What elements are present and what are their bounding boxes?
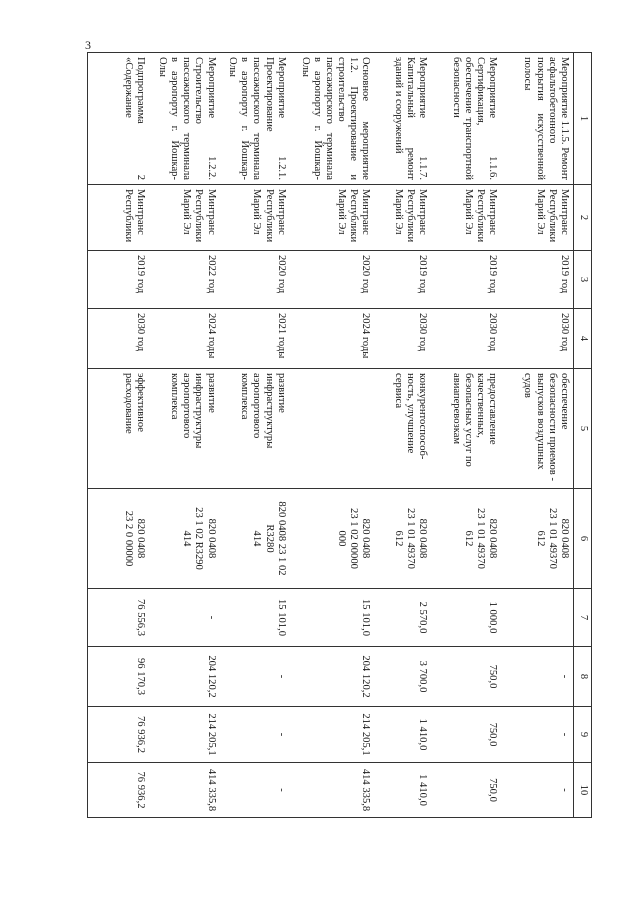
event-cell: Мероприятие 1.1.5. Ремонт асфальтобетонного покрытия искусственной полосы xyxy=(501,53,573,185)
table-row xyxy=(149,53,219,818)
budget-code-cell: 820 0408 23 1 01 49370 612 xyxy=(501,489,573,589)
header-col-4: 4 xyxy=(574,309,592,369)
start-year-cell: 2020 год xyxy=(290,251,375,309)
value-col9-cell: 214 205,1 xyxy=(290,707,375,763)
table-row xyxy=(88,53,150,818)
event-cell: Подпрограмма 2 «Содержание xyxy=(88,53,150,185)
executor-cell: Минтранс Республики Марий Эл xyxy=(290,185,375,251)
event-cell: Мероприятие 1.2.2. Строительство пассажирского терминала в аэропорту г. Йошкар-Олы xyxy=(149,53,219,185)
result-cell: обеспечение безопасности приемов - выпусков воздушных судов xyxy=(501,369,573,489)
value-col7-cell: 15 101,0 xyxy=(290,589,375,647)
event-cell: Основное мероприятие 1.2. Проектирование и строительство пассажирского терминала в аэропорту г. Йошкар-Олы xyxy=(290,53,375,185)
header-row xyxy=(574,53,592,818)
table-row xyxy=(290,53,375,818)
start-year-cell: 2019 год xyxy=(431,251,501,309)
value-col8-cell: 204 120,2 xyxy=(290,647,375,707)
value-col10-cell: 1 410,0 xyxy=(374,763,431,818)
header-col-8: 8 xyxy=(574,647,592,707)
budget-code-cell: 820 0408 23 1 02 R3290 414 xyxy=(149,489,219,589)
value-col7-cell: 1 000,0 xyxy=(431,589,501,647)
header-col-6: 6 xyxy=(574,489,592,589)
value-col10-cell: - xyxy=(220,763,290,818)
value-col7-cell: 2 570,0 xyxy=(374,589,431,647)
budget-code-cell: 820 0408 23 1 01 49370 612 xyxy=(374,489,431,589)
budget-code-cell: 820 0408 23 1 01 49370 612 xyxy=(431,489,501,589)
value-col9-cell: 1 410,0 xyxy=(374,707,431,763)
program-table xyxy=(87,52,592,818)
value-col9-cell: - xyxy=(501,707,573,763)
value-col10-cell: - xyxy=(501,763,573,818)
value-col8-cell: 96 170,3 xyxy=(88,647,150,707)
header-col-9: 9 xyxy=(574,707,592,763)
header-col-3: 3 xyxy=(574,251,592,309)
start-year-cell: 2019 год xyxy=(88,251,150,309)
event-cell: Мероприятие 1.1.6. Сертификация, обеспечение транспортной безопасности xyxy=(431,53,501,185)
value-col8-cell: - xyxy=(501,647,573,707)
budget-code-cell: 820 0408 23 1 02 R3280 414 xyxy=(220,489,290,589)
rotated-table-container xyxy=(87,52,592,817)
executor-cell: Минтранс Республики Марий Эл xyxy=(431,185,501,251)
result-cell xyxy=(290,369,375,489)
end-year-cell: 2030 год xyxy=(431,309,501,369)
table-row xyxy=(374,53,431,818)
value-col9-cell: 76 936,2 xyxy=(88,707,150,763)
result-cell: развитие инфраструктуры аэропортового комплекса xyxy=(220,369,290,489)
header-col-1: 1 xyxy=(574,53,592,185)
end-year-cell: 2024 годы xyxy=(290,309,375,369)
executor-cell: Минтранс Республики Марий Эл xyxy=(149,185,219,251)
value-col7-cell: 76 556,3 xyxy=(88,589,150,647)
end-year-cell: 2024 годы xyxy=(149,309,219,369)
budget-code-cell: 820 0408 23 1 02 00000 000 xyxy=(290,489,375,589)
end-year-cell: 2021 годы xyxy=(220,309,290,369)
header-col-2: 2 xyxy=(574,185,592,251)
table-row xyxy=(220,53,290,818)
result-cell: конкурентоспособ-ность, улучшение сервиса xyxy=(374,369,431,489)
end-year-cell: 2030 год xyxy=(374,309,431,369)
value-col7-cell xyxy=(501,589,573,647)
event-cell: Мероприятие 1.1.7. Капитальный ремонт зданий и сооружений xyxy=(374,53,431,185)
result-cell: развитие инфраструктуры аэропортового комплекса xyxy=(149,369,219,489)
value-col7-cell: - xyxy=(149,589,219,647)
value-col9-cell: 750,0 xyxy=(431,707,501,763)
result-cell: эффективное расходование xyxy=(88,369,150,489)
value-col8-cell: 750,0 xyxy=(431,647,501,707)
budget-code-cell: 820 0408 23 2 0 00000 xyxy=(88,489,150,589)
executor-cell: Минтранс Республики Марий Эл xyxy=(220,185,290,251)
value-col10-cell: 414 335,8 xyxy=(290,763,375,818)
header-col-10: 10 xyxy=(574,763,592,818)
value-col10-cell: 750,0 xyxy=(431,763,501,818)
table-row xyxy=(431,53,501,818)
value-col10-cell: 414 335,8 xyxy=(149,763,219,818)
header-col-5: 5 xyxy=(574,369,592,489)
event-cell: Мероприятие 1.2.1. Проектирование пассажирского терминала в аэропорту г. Йошкар-Олы xyxy=(220,53,290,185)
executor-cell: Минтранс Республики Марий Эл xyxy=(374,185,431,251)
value-col8-cell: 3 700,0 xyxy=(374,647,431,707)
start-year-cell: 2019 год xyxy=(501,251,573,309)
value-col8-cell: 204 120,2 xyxy=(149,647,219,707)
header-col-7: 7 xyxy=(574,589,592,647)
start-year-cell: 2022 год xyxy=(149,251,219,309)
value-col9-cell: 214 205,1 xyxy=(149,707,219,763)
start-year-cell: 2020 год xyxy=(220,251,290,309)
end-year-cell: 2030 год xyxy=(88,309,150,369)
executor-cell: Минтранс Республики Марий Эл xyxy=(501,185,573,251)
value-col9-cell: - xyxy=(220,707,290,763)
value-col8-cell: - xyxy=(220,647,290,707)
value-col10-cell: 76 936,2 xyxy=(88,763,150,818)
page-number: 3 xyxy=(85,38,91,52)
result-cell: предоставление качественных, безопасных услуг по авиаперевозкам xyxy=(431,369,501,489)
start-year-cell: 2019 год xyxy=(374,251,431,309)
executor-cell: Минтранс Республики xyxy=(88,185,150,251)
table-row xyxy=(501,53,573,818)
value-col7-cell: 15 101,0 xyxy=(220,589,290,647)
end-year-cell: 2030 год xyxy=(501,309,573,369)
